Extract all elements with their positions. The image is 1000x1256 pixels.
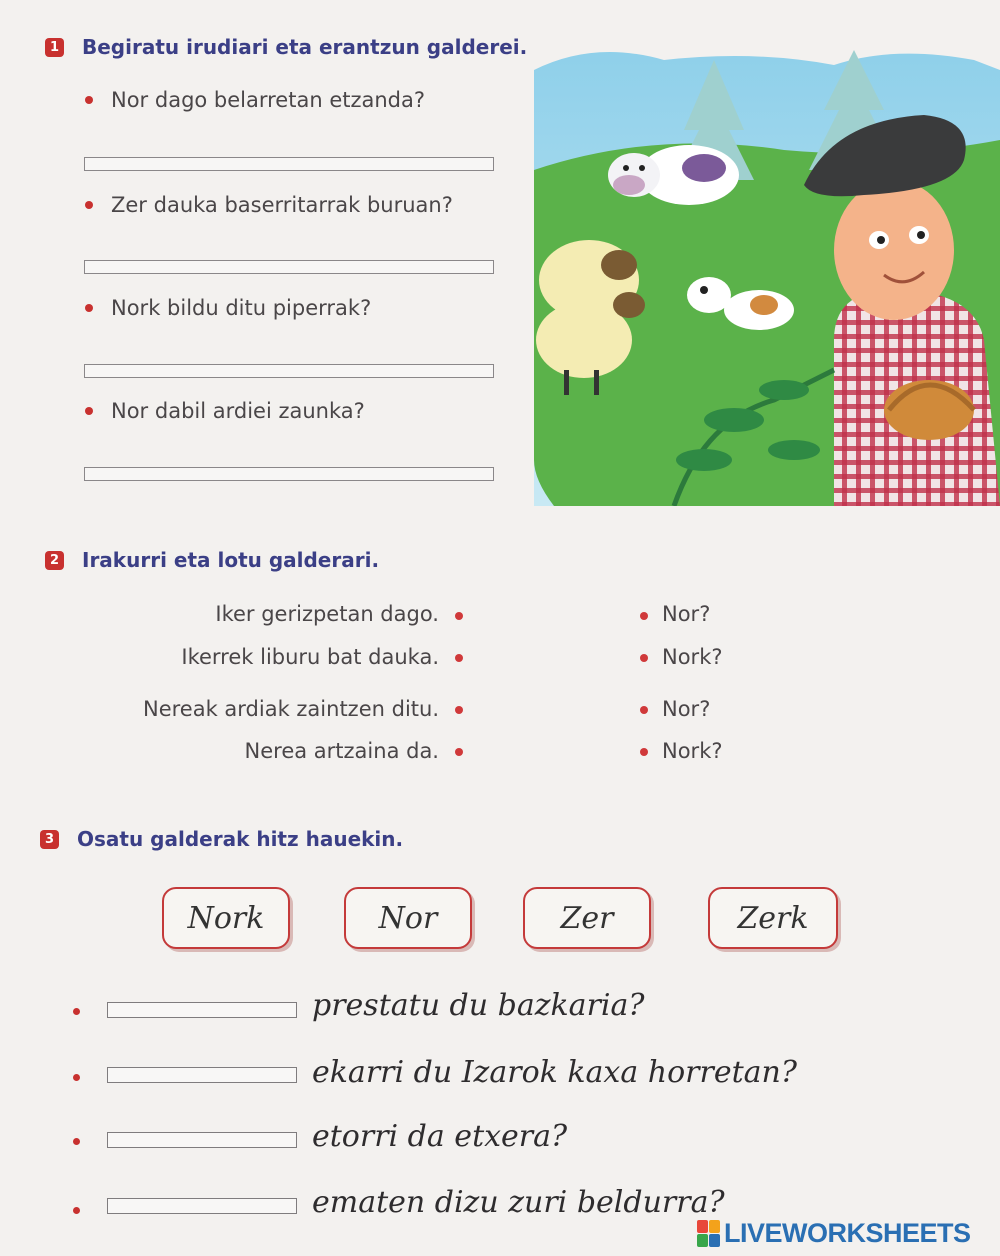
- word-box-zerk[interactable]: Zerk: [708, 887, 838, 949]
- section-3-heading: [40, 827, 403, 851]
- word-box-nork[interactable]: Nork: [162, 887, 290, 949]
- word-box-nor[interactable]: Nor: [344, 887, 472, 949]
- fill-sentence-3: etorri da etxera?: [312, 1119, 568, 1154]
- match-sentence-1: Iker gerizpetan dago.: [215, 602, 439, 626]
- section-1-number: 1: [45, 38, 64, 57]
- fill-sentence-1: prestatu du bazkaria?: [312, 988, 645, 1023]
- match-sentence-4: Nerea artzaina da.: [244, 739, 439, 763]
- question-3: [85, 296, 371, 320]
- match-left-dot-2[interactable]: [455, 654, 463, 662]
- section-2-number: 2: [45, 551, 64, 570]
- question-4-text: Nor dabil ardiei zaunka?: [111, 399, 365, 423]
- match-right-dot-4[interactable]: [640, 748, 648, 756]
- match-option-3: Nor?: [662, 697, 711, 721]
- match-right-dot-3[interactable]: [640, 706, 648, 714]
- match-left-dot-1[interactable]: [455, 612, 463, 620]
- fill-sentence-4: ematen dizu zuri beldurra?: [312, 1185, 725, 1220]
- liveworksheets-logo: [697, 1218, 971, 1249]
- question-2: [85, 193, 453, 217]
- fill-answer-2-input[interactable]: [107, 1067, 297, 1083]
- section-2-title: Irakurri eta lotu galderari.: [82, 548, 380, 572]
- bullet-icon: [85, 201, 93, 209]
- question-1-text: Nor dago belarretan etzanda?: [111, 88, 426, 112]
- match-sentence-2: Ikerrek liburu bat dauka.: [181, 645, 439, 669]
- match-left-dot-3[interactable]: [455, 706, 463, 714]
- fill-answer-3-input[interactable]: [107, 1132, 297, 1148]
- question-3-text: Nork bildu ditu piperrak?: [111, 296, 372, 320]
- section-3-number: 3: [40, 830, 59, 849]
- word-box-zer[interactable]: Zer: [523, 887, 651, 949]
- match-option-1: Nor?: [662, 602, 711, 626]
- bullet-icon: [73, 1207, 80, 1214]
- bullet-icon: [73, 1138, 80, 1145]
- bullet-icon: [85, 96, 93, 104]
- fill-answer-4-input[interactable]: [107, 1198, 297, 1214]
- match-sentence-3: Nereak ardiak zaintzen ditu.: [142, 697, 439, 721]
- match-right-dot-2[interactable]: [640, 654, 648, 662]
- question-1: [85, 88, 425, 112]
- match-right-dot-1[interactable]: [640, 612, 648, 620]
- bullet-icon: [73, 1074, 80, 1081]
- match-left-dot-4[interactable]: [455, 748, 463, 756]
- section-3-title: Osatu galderak hitz hauekin.: [77, 827, 404, 851]
- bullet-icon: [85, 407, 93, 415]
- farm-illustration: [534, 40, 1000, 506]
- question-2-text: Zer dauka baserritarrak buruan?: [111, 193, 453, 217]
- basket-icon: [884, 380, 974, 440]
- bullet-icon: [73, 1008, 80, 1015]
- logo-text: LIVEWORKSHEETS: [724, 1218, 971, 1248]
- fill-sentence-2: ekarri du Izarok kaxa horretan?: [312, 1055, 797, 1090]
- section-2-heading: [45, 548, 379, 572]
- fill-answer-1-input[interactable]: [107, 1002, 297, 1018]
- match-option-4: Nork?: [662, 739, 723, 763]
- liveworksheets-logo-icon: [697, 1220, 721, 1248]
- cow-icon: [608, 145, 739, 205]
- answer-3-input[interactable]: [84, 364, 494, 378]
- section-1-title: Begiratu irudiari eta erantzun galderei.: [82, 35, 528, 59]
- answer-2-input[interactable]: [84, 260, 494, 274]
- section-1-heading: [45, 35, 527, 59]
- match-option-2: Nork?: [662, 645, 723, 669]
- answer-4-input[interactable]: [84, 467, 494, 481]
- bullet-icon: [85, 304, 93, 312]
- question-4: [85, 399, 365, 423]
- answer-1-input[interactable]: [84, 157, 494, 171]
